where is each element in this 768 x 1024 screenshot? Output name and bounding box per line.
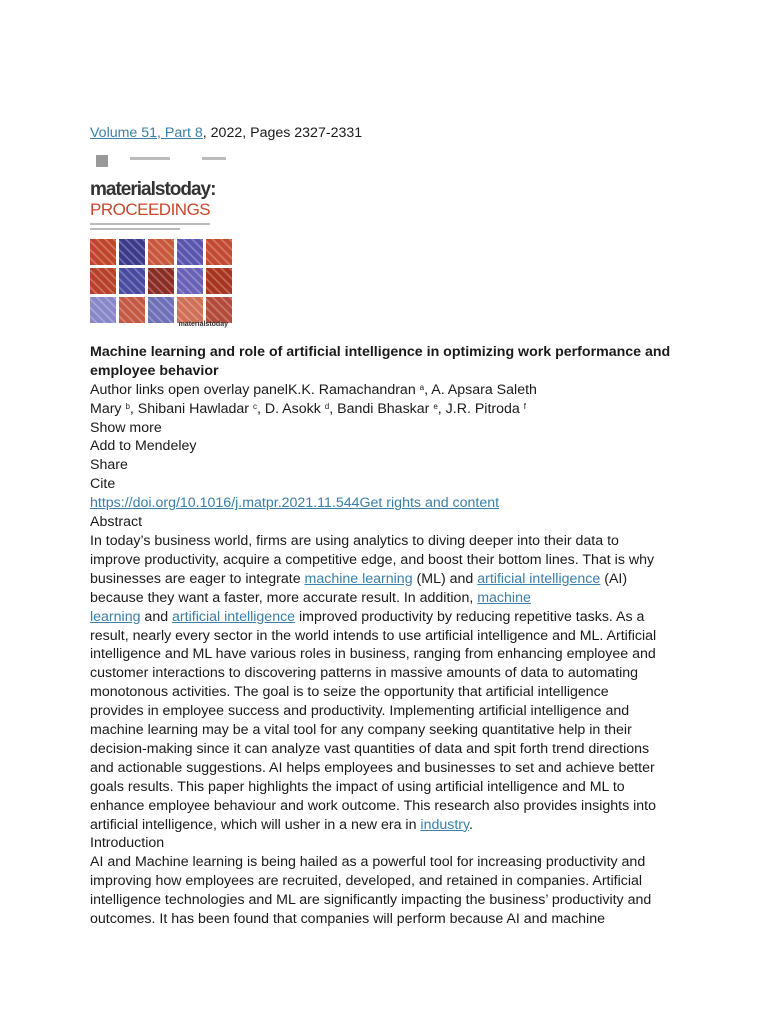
abstract-line — [90, 589, 690, 608]
machine-learning-link[interactable]: machine learning — [304, 570, 413, 587]
article-title-line: employee behavior — [90, 362, 219, 379]
volume-pages: , 2022, Pages 2327-2331 — [202, 125, 363, 141]
cover-header-issn — [202, 157, 226, 160]
journal-cover-image[interactable] — [90, 151, 232, 337]
industry-link[interactable]: industry — [420, 816, 470, 833]
abstract-body — [90, 532, 690, 835]
article-title — [90, 343, 690, 381]
abstract-line: decision-making since it can analyze vast quantities of data and spit forth trend directions — [90, 740, 650, 757]
cover-tile — [148, 268, 174, 294]
show-more-button[interactable]: Show more — [90, 419, 162, 436]
volume-link[interactable]: Volume 51, Part 8 — [90, 125, 203, 141]
introduction-body — [90, 853, 690, 929]
affiliation-marker: a — [419, 382, 425, 392]
artificial-intelligence-link[interactable]: artificial intelligence — [172, 608, 296, 625]
affiliation-marker: e — [433, 401, 438, 411]
abstract-line: and actionable suggestions. AI helps employees and businesses to set and achieve better — [90, 759, 655, 776]
article-title-line: Machine learning and role of artificial intelligence in optimizing work performance and — [90, 343, 671, 360]
cover-brand-subtitle: PROCEEDINGS — [90, 199, 211, 219]
abstract-text: (ML) and — [412, 570, 478, 587]
abstract-line: result, nearly every sector in the world intends to use artificial intelligence and ML. Artificial — [90, 627, 657, 644]
abstract-line: In today’s business world, firms are using analytics to diving deeper into their data to — [90, 532, 619, 549]
cover-tile — [119, 239, 145, 265]
rights-link[interactable]: Get rights and content — [359, 495, 500, 512]
authors-text: , J.R. Pitroda — [437, 400, 524, 417]
abstract-line — [90, 608, 690, 627]
abstract-line: improve productivity, acquire a competitive edge, and boost their bottom lines. That is why — [90, 551, 655, 568]
abstract-line: intelligence and ML have various roles in business, ranging from enhancing employee and — [90, 646, 656, 663]
authors-line[interactable] — [90, 400, 690, 419]
introduction-line: improving how employees are recruited, developed, and retained in companies. Artificial — [90, 873, 643, 890]
introduction-line: AI and Machine learning is being hailed as a powerful tool for increasing productivity and — [90, 854, 646, 871]
introduction-line: outcomes. It has been found that companies will perform because AI and machine — [90, 911, 605, 928]
article-content — [90, 124, 690, 929]
artificial-intelligence-link[interactable]: artificial intelligence — [477, 570, 601, 587]
abstract-line: machine learning may be a vital tool for any company seeking quantitative help in their — [90, 722, 632, 739]
abstract-text: businesses are eager to integrate — [90, 570, 305, 587]
affiliation-marker: c — [252, 401, 257, 411]
abstract-text: and — [140, 608, 173, 625]
abstract-line: monotonous activities. The goal is to seize the opportunity that artificial intelligence — [90, 684, 609, 701]
volume-line — [90, 124, 690, 143]
cover-tile — [206, 268, 232, 294]
abstract-text: (AI) — [600, 570, 628, 587]
doi-line — [90, 494, 690, 513]
cover-header-text — [130, 157, 170, 160]
machine-learning-link[interactable]: machine — [477, 589, 531, 606]
elsevier-logo-icon — [96, 155, 108, 167]
abstract-text: improved productivity by reducing repetitive tasks. As a — [295, 608, 645, 625]
cover-tile — [90, 297, 116, 323]
cover-tile — [177, 239, 203, 265]
authors-text: , D. Asokk — [256, 400, 325, 417]
authors-line[interactable] — [90, 381, 690, 400]
affiliation-marker: b — [125, 401, 130, 411]
cover-tile — [177, 268, 203, 294]
introduction-heading: Introduction — [90, 835, 165, 852]
cover-brand-title: materialstoday: — [90, 178, 216, 200]
cover-tile — [90, 268, 116, 294]
cover-tile — [148, 239, 174, 265]
abstract-line — [90, 816, 690, 835]
cover-footer-logo: materialstoday — [178, 321, 228, 328]
authors-text: Author links open overlay panelK.K. Ramachandran — [90, 381, 420, 398]
cover-tile — [90, 239, 116, 265]
abstract-text: because they want a faster, more accurate result. In addition, — [90, 589, 478, 606]
abstract-line: provides in employee success and productivity. Implementing artificial intelligence and — [90, 703, 630, 720]
abstract-text: . — [469, 816, 473, 833]
cover-tile-grid — [90, 239, 232, 323]
cover-tile — [206, 239, 232, 265]
abstract-line: customer interactions to discovering patterns in massive amounts of data to automating — [90, 665, 639, 682]
abstract-line — [90, 570, 690, 589]
cover-tile — [148, 297, 174, 323]
introduction-line: intelligence technologies and ML are significantly impacting the business’ productivity and — [90, 892, 652, 909]
add-to-mendeley-button[interactable]: Add to Mendeley — [90, 438, 197, 455]
affiliation-marker: f — [523, 401, 526, 411]
machine-learning-link[interactable]: learning — [90, 608, 141, 625]
authors-text: , Shibani Hawladar — [129, 400, 253, 417]
authors-text: , Bandi Bhaskar — [329, 400, 434, 417]
cover-subtext-line — [90, 228, 180, 230]
cover-tile — [119, 297, 145, 323]
authors-text: Mary — [90, 400, 126, 417]
abstract-heading: Abstract — [90, 514, 143, 531]
authors-text: , A. Apsara Saleth — [424, 381, 537, 398]
cite-button[interactable]: Cite — [90, 476, 116, 493]
abstract-line: goals results. This paper highlights the impact of using artificial intelligence and ML to — [90, 778, 625, 795]
share-button[interactable]: Share — [90, 457, 128, 474]
affiliation-marker: d — [324, 401, 330, 411]
doi-link[interactable]: https://doi.org/10.1016/j.matpr.2021.11.544 — [90, 495, 360, 512]
cover-subtext-line — [90, 223, 210, 225]
abstract-line: enhance employee behaviour and work outcome. This research also provides insights into — [90, 797, 656, 814]
abstract-text: artificial intelligence, which will usher in a new era in — [90, 816, 421, 833]
cover-tile — [119, 268, 145, 294]
